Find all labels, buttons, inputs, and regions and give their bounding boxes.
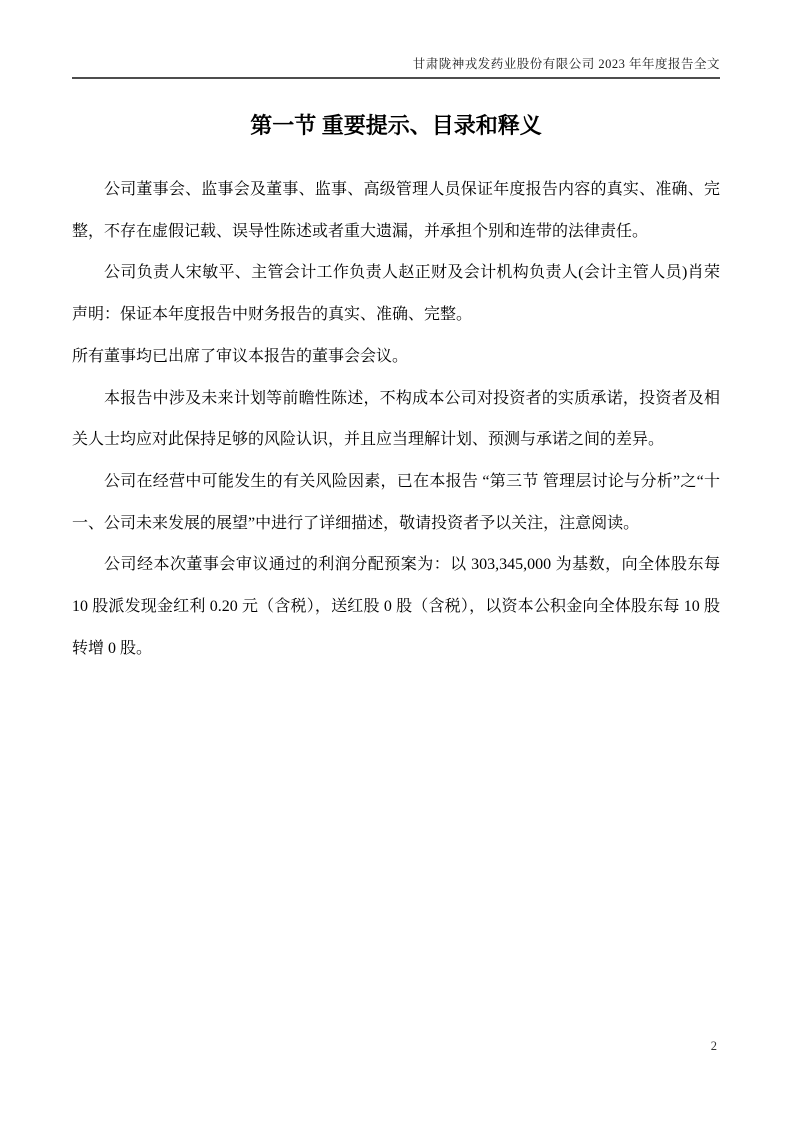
body-content xyxy=(72,169,720,669)
paragraph-directors-attendance: 所有董事均已出席了审议本报告的董事会会议。 xyxy=(72,347,409,365)
paragraph-board-guarantee: 公司董事会、监事会及董事、监事、高级管理人员保证年度报告内容的真实、准确、完整，不存在虚假记载、误导性陈述或者重大遗漏，并承担个别和连带的法律责任。 xyxy=(72,181,720,240)
paragraph-risk-factors: 公司在经营中可能发生的有关风险因素，已在本报告 “第三节 管理层讨论与分析”之“十一、公司未来发展的展望”中进行了详细描述，敬请投资者予以关注，注意阅读。 xyxy=(72,472,720,532)
page-number: 2 xyxy=(710,1039,717,1053)
section-title: 第一节 重要提示、目录和释义 xyxy=(250,113,542,138)
paragraph-profit-distribution: 公司经本次董事会审议通过的利润分配预案为：以 303,345,000 为基数，向全体股东每 10 股派发现金红利 0.20 元（含税），送红股 0 股（含税），以资本公积金向全体股东每 10 股转增 0 股。 xyxy=(72,556,720,657)
page-header: 甘肃陇神戎发药业股份有限公司 2023 年年度报告全文 xyxy=(72,54,720,79)
paragraph-forward-looking: 本报告中涉及未来计划等前瞻性陈述，不构成本公司对投资者的实质承诺，投资者及相关人士均应对此保持足够的风险认识，并且应当理解计划、预测与承诺之间的差异。 xyxy=(72,389,720,449)
paragraph-responsible-persons: 公司负责人宋敏平、主管会计工作负责人赵正财及会计机构负责人(会计主管人员)肖荣声明：保证本年度报告中财务报告的真实、准确、完整。 xyxy=(72,264,720,324)
